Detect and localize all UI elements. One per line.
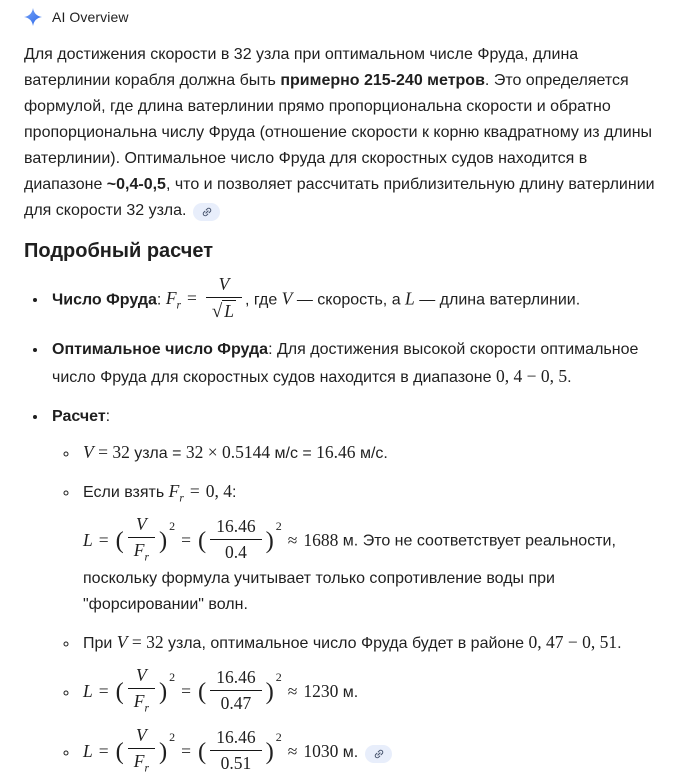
ai-overview-title: AI Overview [52,9,129,25]
optimal-range: 0, 4 − 0, 5 [495,365,568,386]
sqrt-sign: √ [211,300,223,322]
fraction-numeric: $\frac{16.46}{0.47}$ [210,668,261,713]
sublist-item-froude-range: ◦ При V = 32 узла, оптимальное число Фруда будет в районе 0, 47 − 0, 51. [79,629,661,657]
froude-range-values: 0, 47 − 0, 51 [528,632,618,653]
fraction-v-fr: $\frac{V}{F_r}$ [128,726,155,775]
link-icon [370,745,387,762]
sparkle-icon [24,8,42,26]
list-item-froude-number: • Число Фруда: $F_r$ = $\frac{V}{√ L}$ , где V — скорость, а L — длина ватерлинии. [48,277,661,324]
froude-tail-2: — скорость, а [292,291,406,309]
froude-label: Число Фруда [52,291,157,309]
sublist-item-result-1030 [79,725,661,777]
calculation-sublist [52,439,661,777]
citation-chip[interactable] [193,203,220,221]
fraction-numeric: $\frac{16.46}{0.4}$ [210,517,261,562]
optimal-text: Для достижения высокой скорости оптимальное число Фруда для скоростных судов находится в диапазоне [52,340,639,386]
section-heading: Подробный расчет [24,240,214,262]
froude-tail-3: — длина ватерлинии. [414,291,581,309]
formula-1688: L = ( $\frac{V}{F_r}$ )$^2$= ( $\frac{16.46}{0.4}$ )$^2$≈ 1688 м. Это не соответствует реальности, поскольку формула учитывает только сопротивление воды при "форсировании" волн. [83,514,616,614]
ai-overview-header [24,5,661,26]
link-icon [198,204,215,221]
formula-1230: L = ( $\frac{V}{F_r}$ )$^2$= ( $\frac{16.46}{0.47}$ )$^2$≈ 1230 м. [83,665,359,715]
sublist-item-result-1230 [79,665,661,717]
take-fr-text: Если взять [83,483,169,501]
calc-label: Расчет [52,407,106,425]
intro-bold-froude-range: ~0,4-0,5 [106,176,166,193]
intro-bold-length-range: примерно 215-240 метров [280,72,485,89]
formula-1688-note: Это не соответствует реальности, поскольку формула учитывает только сопротивление воды при "форсировании" волн. [83,532,616,614]
sublist-item-speed: ◦ V = 32 узла = 32 × 0.5144 м/с = 16.46 м/с. [79,439,661,467]
froude-tail-1: , где [244,291,282,309]
froude-formula: $F_r$ = $\frac{V}{√ L}$ [166,288,245,308]
intro-text-2: . Это определяется формулой, где длина ватерлинии прямо пропорциональна скорости и обратно пропорциональна числу Фруда (отношение скорости к корню квадратному из длины ватерлинии). Оптимальное число Фруда для скоростных судов находится в диапазоне [24,72,653,193]
sublist-item-take-fr: ◦ Если взять $F_r = 0$, 4: L = ( $\frac{V}{F_r}$ )$^2$= ( $\frac{16.46}{0.4}$ )$^2$≈ 1688 м. Это не соответствует реальности, поскольку формула учитывает только сопротивление воды при "форсировании" волн. [79,478,661,618]
froude-colon: : [156,291,166,309]
formula-1030: L = ( $\frac{V}{F_r}$ )$^2$= ( $\frac{16.46}{0.51}$ )$^2$≈ 1030 м. [83,744,392,761]
intro-paragraph [24,42,660,224]
list-item-optimal-froude: • Оптимальное число Фруда: Для достижения высокой скорости оптимальное число Фруда для скоростных судов находится в диапазоне 0, 4 − 0, 5. [48,337,661,391]
intro-text-1: Для достижения скорости в 32 узла при оптимальном числе Фруда, длина ватерлинии корабля должна быть [24,46,579,89]
fraction-v-fr: $\frac{V}{F_r}$ [128,666,155,715]
fraction-v-sqrt-l: $\frac{V}{√ L}$ [206,275,242,322]
detail-list [24,274,661,777]
optimal-label: Оптимальное число Фруда [52,340,269,358]
fraction-v-fr: $\frac{V}{F_r}$ [128,515,155,564]
list-item-calculation: • Расчет: ◦ V = 32 узла = 32 × 0.5144 м/с = 16.46 м/с. ◦ Если взять $F_r = 0$, 4: L = ( $\frac{V}{F_r}$ )$^2$= ( $\frac{16.46}{0.4}$ )$^2$≈ 1688 м. Это не соответствует реальности, поскольку формула учитывает только сопротивление воды при "форсировании" волн. ◦ При V = 32 узла, оптимальное число Фруда будет в районе 0, 47 − 0, 51. ◦ L = ( $\frac{V}{F_r}$ )$^2$= ( $\frac{16.46}{0.47}$ )$^2$≈ 1230 м. ◦ L = ( $\frac{V}{F_r}$ )$^2$= ( $\frac{16.46}{0.51}$ )$^2$≈ 1030 м. [48,404,661,777]
intro-text-3: , что и позволяет рассчитать приблизительную длину ватерлинии для скорости 32 узла. [24,176,655,219]
fraction-numeric: $\frac{16.46}{0.51}$ [210,728,261,773]
citation-chip[interactable] [365,745,392,763]
